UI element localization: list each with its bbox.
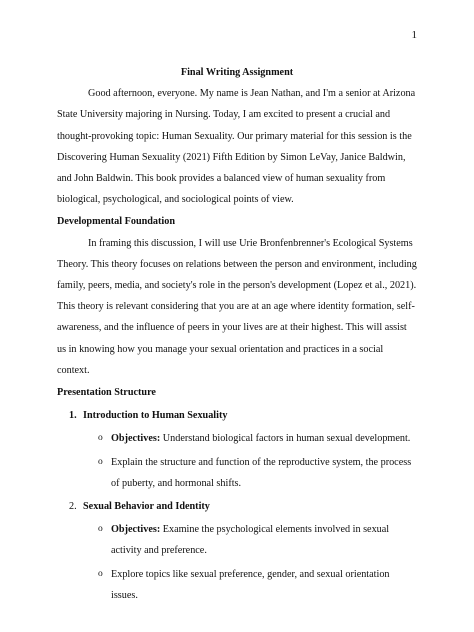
document-title: Final Writing Assignment bbox=[180, 67, 294, 78]
circle-bullet-icon: o bbox=[98, 433, 103, 444]
sub-item-text: Examine the psychological elements involved in sexual activity and preference. bbox=[111, 524, 390, 557]
circle-bullet-icon: o bbox=[98, 568, 103, 579]
list-item-sexual-behavior bbox=[57, 496, 417, 517]
sub-item-objectives bbox=[57, 519, 417, 561]
objectives-label: Objectives: bbox=[111, 433, 161, 445]
section-heading-developmental-foundation: Developmental Foundation bbox=[57, 216, 176, 228]
list-number: 2. bbox=[69, 501, 77, 513]
objectives-label: Objectives: bbox=[111, 524, 161, 536]
list-item-label: Introduction to Human Sexuality bbox=[83, 410, 228, 422]
section-heading-presentation-structure: Presentation Structure bbox=[57, 387, 156, 399]
sub-item-explain bbox=[57, 452, 417, 494]
sub-item-text: Explore topics like sexual preference, gender, and sexual orientation issues. bbox=[111, 568, 390, 601]
document-body bbox=[57, 62, 417, 606]
sub-item-text: Explain the structure and function of the reproductive system, the process of puberty, and hormonal shifts. bbox=[111, 456, 412, 489]
sub-item-text: Understand biological factors in human sexual development. bbox=[160, 433, 411, 445]
page-number: 1 bbox=[411, 29, 417, 41]
sub-item-objectives bbox=[57, 428, 417, 449]
list-number: 1. bbox=[69, 410, 77, 422]
list-item-label: Sexual Behavior and Identity bbox=[83, 501, 210, 513]
circle-bullet-icon: o bbox=[98, 456, 103, 467]
circle-bullet-icon: o bbox=[98, 524, 103, 535]
intro-paragraph: Good afternoon, everyone. My name is Jean Nathan, and I'm a senior at Arizona State University majoring in Nursing. Today, I am excited to present a crucial and thought-provoking topic: Human Sexuality. Our primary material for this session is the Discovering Human Sexuality (2021) Fifth Edition by Simon LeVay, Janice Baldwin, and John Baldwin. This book provides a balanced view of human sexuality from biological, psychological, and sociological points of view. bbox=[57, 88, 416, 206]
list-item-introduction bbox=[57, 405, 417, 426]
sub-item-explore bbox=[57, 564, 417, 606]
developmental-foundation-paragraph: In framing this discussion, I will use Urie Bronfenbrenner's Ecological Systems Theory. This theory focuses on relations between the person and environment, including family, peers, media, and society's role in the person's development (Lopez et al., 2021). This theory is relevant considering that you are at an age where identity formation, self-awareness, and the influence of peers in your lives are at their highest. This will assist us in knowing how you manage your sexual orientation and practices in a social context. bbox=[57, 237, 417, 376]
